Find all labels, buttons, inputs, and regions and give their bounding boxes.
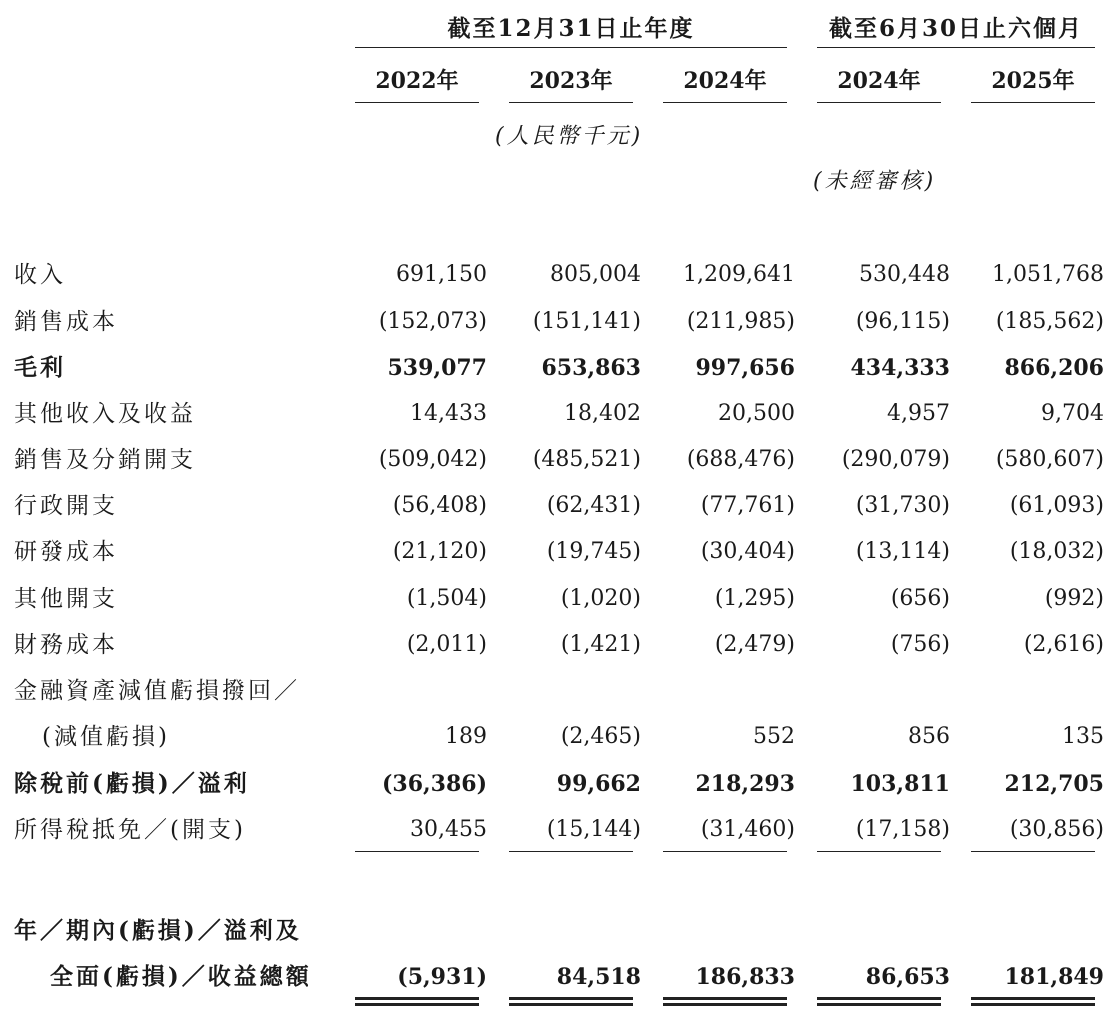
cell-value: (2,479) [714,632,795,657]
cell-value: 84,518 [556,964,641,990]
row-gross-profit [0,351,1108,385]
cell-value: (61,093) [1009,493,1104,518]
cell-value: (688,476) [686,447,795,472]
cell-value: 86,653 [865,964,950,990]
year-header-2024-interim: 2024年 [837,68,921,94]
cell-value: (56,408) [392,493,487,518]
cell-value: (31,730) [855,493,950,518]
row-other-income [0,397,1108,431]
unaudited-note: (未經審核) [813,169,937,194]
row-label: 所得稅抵免／(開支) [14,817,246,843]
group-header-six-months: 截至6月30日止六個月 [828,15,1083,42]
year-underline [817,102,941,103]
row-revenue [0,258,1108,292]
row-rnd-costs [0,535,1108,569]
row-label: (減值虧損) [42,724,170,750]
cell-value: (185,562) [995,309,1104,334]
cell-value: (17,158) [855,817,950,842]
cell-value: (13,114) [855,539,950,564]
year-underline [509,102,633,103]
cell-value: (151,141) [532,309,641,334]
cell-value: 14,433 [410,401,487,426]
row-income-tax [0,813,1108,847]
row-total-label-line1 [0,914,1108,948]
cell-value: (1,421) [560,632,641,657]
total-double-rule [355,997,479,1006]
subtotal-rule [817,851,941,852]
row-label: 年／期內(虧損)／溢利及 [14,917,302,944]
row-label: 行政開支 [14,493,118,519]
cell-value: (509,042) [378,447,487,472]
row-other-expenses [0,582,1108,616]
year-underline [355,102,479,103]
row-label: 其他開支 [14,586,118,612]
cell-value: (992) [1044,586,1104,611]
cell-value: 691,150 [396,262,487,287]
cell-value: (30,404) [700,539,795,564]
row-label: 其他收入及收益 [14,401,196,427]
cell-value: 9,704 [1041,401,1104,426]
cell-value: (18,032) [1009,539,1104,564]
cell-value: 805,004 [550,262,641,287]
year-underline [971,102,1095,103]
row-label: 全面(虧損)／收益總額 [50,963,312,990]
cell-value: (2,465) [560,724,641,749]
cell-value: 539,077 [387,355,487,381]
cell-value: 181,849 [1004,964,1104,990]
subtotal-rule [663,851,787,852]
cell-value: (96,115) [855,309,950,334]
cell-value: (5,931) [397,964,487,990]
cell-value: (580,607) [995,447,1104,472]
subtotal-rule [971,851,1095,852]
cell-value: 189 [445,724,487,749]
cell-value: (2,616) [1023,632,1104,657]
cell-value: 20,500 [718,401,795,426]
row-label: 財務成本 [14,632,118,658]
cell-value: (290,079) [841,447,950,472]
group-header-six-months-underline [817,47,1095,48]
cell-value: (1,295) [714,586,795,611]
cell-value: (77,761) [700,493,795,518]
cell-value: 552 [753,724,795,749]
cell-value: 99,662 [556,771,641,797]
row-label: 金融資產減值虧損撥回／ [14,678,300,704]
cell-value: (62,431) [546,493,641,518]
cell-value: (2,011) [406,632,487,657]
year-header-2023: 2023年 [529,68,613,94]
cell-value: (1,504) [406,586,487,611]
row-label: 收入 [14,262,66,288]
row-label: 銷售成本 [14,309,118,335]
cell-value: 103,811 [850,771,950,797]
row-total-comprehensive [0,960,1108,994]
cell-value: (21,120) [392,539,487,564]
row-impairment-label-line1 [0,674,1108,708]
cell-value: 434,333 [850,355,950,381]
cell-value: 653,863 [541,355,641,381]
cell-value: (30,856) [1009,817,1104,842]
cell-value: (211,985) [686,309,795,334]
year-header-2022: 2022年 [375,68,459,94]
cell-value: 18,402 [564,401,641,426]
year-header-2024: 2024年 [683,68,767,94]
row-profit-before-tax [0,767,1108,801]
cell-value: (756) [890,632,950,657]
subtotal-rule [509,851,633,852]
unit-note: (人民幣千元) [495,124,644,149]
row-label: 銷售及分銷開支 [14,447,196,473]
row-label: 研發成本 [14,539,118,565]
cell-value: (15,144) [546,817,641,842]
cell-value: 186,833 [695,964,795,990]
cell-value: 1,051,768 [992,262,1104,287]
row-cost-of-sales [0,305,1108,339]
cell-value: 1,209,641 [683,262,795,287]
cell-value: 856 [908,724,950,749]
row-finance-costs [0,628,1108,662]
cell-value: (485,521) [532,447,641,472]
cell-value: 212,705 [1004,771,1104,797]
row-selling-distribution [0,443,1108,477]
total-double-rule [509,997,633,1006]
cell-value: (19,745) [546,539,641,564]
cell-value: (656) [890,586,950,611]
cell-value: 997,656 [695,355,795,381]
cell-value: (1,020) [560,586,641,611]
total-double-rule [817,997,941,1006]
cell-value: (31,460) [700,817,795,842]
row-label: 除稅前(虧損)／溢利 [14,770,250,797]
cell-value: 4,957 [887,401,950,426]
row-impairment [0,720,1108,754]
row-label: 毛利 [14,354,66,381]
total-double-rule [663,997,787,1006]
cell-value: 530,448 [859,262,950,287]
cell-value: 30,455 [410,817,487,842]
cell-value: 218,293 [695,771,795,797]
cell-value: 135 [1062,724,1104,749]
row-admin-expenses [0,489,1108,523]
cell-value: (152,073) [378,309,487,334]
cell-value: 866,206 [1004,355,1104,381]
subtotal-rule [355,851,479,852]
total-double-rule [971,997,1095,1006]
group-header-full-year-underline [355,47,787,48]
cell-value: (36,386) [381,771,487,797]
year-underline [663,102,787,103]
year-header-2025-interim: 2025年 [991,68,1075,94]
group-header-full-year: 截至12月31日止年度 [447,15,695,42]
